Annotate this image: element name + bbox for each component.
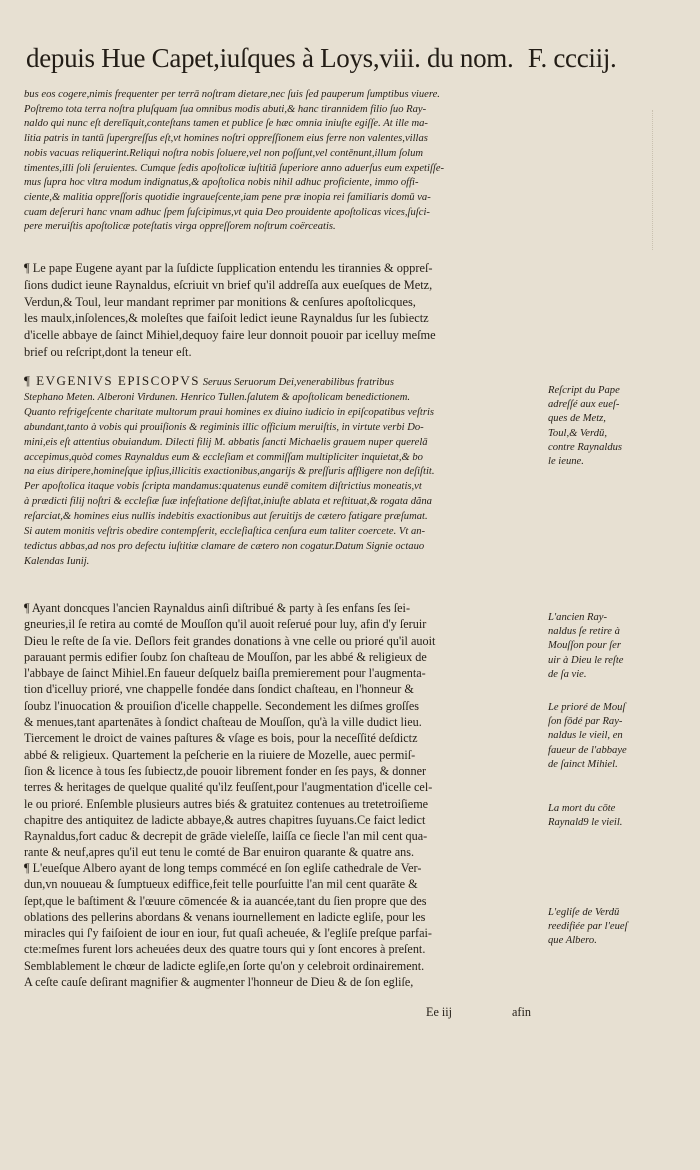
page-footer — [0, 1004, 700, 1022]
catchword: afin — [512, 1005, 531, 1019]
text-line: ¶ Ayant doncques l'ancien Raynaldus ainſi diſtribué & party à ſes enfans ſes ſei- — [24, 601, 410, 615]
text-line: ciente,& malitia oppreſſoris quotidie ingraueſcente,iam pene præ inopia rei familiaris domū va- — [24, 191, 431, 203]
margin-note-line: L'egliſe de Verdū — [548, 907, 620, 918]
text-line: d'icelle abbaye de ſainct Mihiel,dequoy faire leur donnoit pouoir par icelluy meſme — [24, 328, 436, 343]
text-line: parauant permis edifier ſoubz ſon chaſteau de Mouſſon, par les abbé & religieux de — [24, 649, 427, 664]
margin-note-line: Le prioré de Mouſ — [548, 702, 626, 713]
text-line: ſept,que le baſtiment & l'œuure cōmencée & ia auancée,tant du ſien propre que des — [24, 893, 427, 908]
text-line: ſion & licence à tous ſes ſubiectz,de pouoir librement fonder en ſes pays, & donner — [24, 763, 427, 778]
text-line: cte:meſmes furent lors acheuées deux des quatre tours qui y ſont encores à preſent. — [24, 942, 426, 957]
text-line: l'abbaye de ſainct Mihiel.En faueur deſquelz baiſla premierement pour l'augmenta- — [24, 666, 426, 681]
text-line: nobis vacuas reliquerint.Reliqui noſtra nobis ſoluere,vel non poſſunt,vel contēnunt,illum ſolum — [24, 147, 424, 159]
text-line: A ceſte cauſe deſirant magnifier & augmenter l'honneur de Dieu & de ſon egliſe, — [24, 975, 414, 990]
margin-note-line: La mort du cōte — [548, 803, 616, 814]
margin-note-line: adreſſé aux eueſ- — [548, 399, 620, 411]
text-line: litia patris in tantū ſupergreſſus eſt,vt homines noſtri oppreſſionem eius ferre non valentes,villas — [24, 133, 428, 145]
text-line: miracles qui ſ'y faiſoient de iour en iour, fut quaſi acheuée, & l'egliſe preſque parfai- — [24, 926, 432, 941]
text-line: terres & heritages de quelque qualité qu'ilz feuſſent,pour l'augmentation d'icelle cel- — [24, 780, 433, 795]
rescript-first-line — [24, 374, 542, 391]
margin-note-line: Reſcript du Pape — [548, 385, 620, 396]
text-line: ¶ Le pape Eugene ayant par la ſuſdicte ſupplication entendu les tirannies & oppreſ- — [24, 261, 433, 275]
text-line: Raynaldus,fort caduc & decrepit de grāde vieleſſe, laiſſa ce ſiecle l'an mil cent qua- — [24, 829, 428, 844]
text-line: ſions dudict ieune Raynaldus, eſcriuit vn brief qu'il addreſſa aux eueſques de Metz, — [24, 277, 433, 292]
text-line: abbé & religieux. Quartement la peſcherie en la riuiere de Mozelle, auec permiſ- — [24, 747, 416, 762]
margin-note-line: reedifiée par l'eueſ — [548, 921, 628, 933]
margin-note-line: Toul,& Verdū, — [548, 427, 607, 439]
text-line: ¶ L'eueſque Albero ayant de long temps commécé en ſon egliſe cathedrale de Ver- — [24, 861, 422, 875]
text-line: tedictus abbas,ad nos pro defectu iuſtitiæ clamare de cætero non cogatur.Datum Signie octauo — [24, 540, 425, 552]
text-line: Semblablement le chœur de ladicte egliſe,en ſorte qu'on y celebroit ordinairement. — [24, 958, 425, 973]
text-line: chapitre des antiquitez de ladicte abbaye,& autres chapitres ſuyuans.Ce faict ledict — [24, 812, 426, 827]
text-line: à prædicti filij noſtri & eccleſiæ ſuæ infeſtatione deſiſtat,iniuſte ablata et reſtituat,& rogata dãna — [24, 496, 432, 508]
text-line: na eius diripere,homineſque ipſius,illicitis exactionibus,angarijs & preſſuris affligere non deſiſtit. — [24, 466, 435, 478]
margin-note-line: ſon fōdé par Ray- — [548, 716, 623, 728]
text-line: Si autem monitis veſtris obedire contempſerit, eccleſiaſtica cenſura eum taliter coercete. Vt an- — [24, 526, 426, 538]
text-line: Poſtremo tota terra noſtra pluſquam ſua omnibus modis abuti,& hanc tirannidem filio ſuo Ray- — [24, 103, 427, 115]
text-line: pere meruiſtis apoſtolicæ poteſtatis virga oppreſſorem noſtrum coërceatis. — [24, 221, 336, 233]
text-line: dun,vn nouueau & ſumptueux ediffice,feit telle pourſuitte l'an mil cent quarāte & — [24, 877, 418, 892]
text-line: rante & neuf,apres qu'il eut tenu le comté de Bar enuiron quarante & quatre ans. — [24, 845, 415, 860]
margin-note-retirement — [548, 611, 676, 682]
text-line: Stephano Meten. Alberoni Virdunen. Henrico Tullen.ſalutem & apoſtolicam benedictionem. — [24, 391, 411, 403]
text-line: cuam deſeruri hanc vnam adhuc ſpem ſuſcipimus,vt quia Deo prouidente apoſtolicas vices,ſuſci- — [24, 206, 430, 218]
margin-note-church — [548, 906, 676, 949]
rescript-address: Seruus Seruorum Dei,venerabilibus fratribus — [202, 377, 394, 388]
text-line: tion d'icelluy prioré, vne chappelle fondée dans ſondict chaſteau, en l'honneur & — [24, 682, 414, 697]
text-line: mini,eis eſt attentius obuiandum. Dilecti filij M. abbatis ſancti Michaelis grauem nuper querelā — [24, 436, 428, 448]
folio-number: F. ccciij. — [527, 43, 617, 73]
margin-stain — [652, 110, 667, 250]
text-line: Dieu le reſte de ſa vie. Deſlors feit grandes donations à vne celle ou prioré qu'il auoit — [24, 633, 436, 648]
margin-note-rescript — [548, 384, 676, 469]
text-line: le ou prioré. Enſemble plusieurs autres biés & gratuitez contenues au tretetroiſieme — [24, 796, 429, 811]
margin-note-line: naldus le vieil, en — [548, 730, 623, 742]
margin-note-line: Mouſſon pour ſer — [548, 640, 621, 652]
margin-note-line: ques de Metz, — [548, 413, 606, 425]
text-line: abundant,tanto à vobis qui prouiſionis & regiminis illic officium meruiſtis, in virtute verbi Do- — [24, 421, 424, 433]
text-line: Quanto refrigeſcente charitate multorum praui homines ex diuino iudicio in epiſcopatibus veſtris — [24, 406, 435, 418]
running-title: depuis Hue Capet,iuſques à Loys,viii. du nom. — [26, 43, 514, 73]
text-line: brief ou reſcript,dont la teneur eſt. — [24, 344, 192, 359]
margin-note-line: L'ancien Ray- — [548, 612, 608, 623]
text-line: accepimus,quòd comes Raynaldus eum & eccleſiam et commiſſam multipliciter inquietat,& bo — [24, 451, 423, 463]
text-line: Tiercement le droict de vaines paſtures & vſage es bois, pour la neceſſité deſdictz — [24, 731, 418, 746]
margin-note-death — [548, 802, 676, 830]
margin-note-line: naldus ſe retire à — [548, 626, 620, 638]
french-paragraph-2 — [24, 600, 542, 861]
text-line: & menues,tant apartenātes à ſondict chaſteau de Mouſſon, qu'à la ville dudict lieu. — [24, 715, 422, 730]
text-line: Per apoſtolica itaque vobis ſcripta mandamus:quatenus eundē comitem diſtrictius moneatis,vt — [24, 481, 422, 493]
french-paragraph-1 — [24, 260, 542, 361]
papal-rescript — [24, 374, 542, 570]
margin-note-line: de ſa vie. — [548, 668, 587, 680]
text-line: les maulx,inſolences,& moleſtes que faiſoit ledict ieune Raynaldus ſur les ſubiectz — [24, 311, 429, 326]
margin-note-priory — [548, 701, 676, 772]
text-line: mus ſupra hoc vltra modum indignatus,& apoſtolica nobis nihil adhuc proficiente, immo offi- — [24, 177, 419, 189]
margin-note-line: que Albero. — [548, 935, 597, 947]
french-paragraph-3 — [24, 860, 542, 990]
latin-passage-1 — [24, 88, 542, 235]
text-line: Verdun,& Toul, leur mandant reprimer par monitions & cenſures apoſtolicques, — [24, 294, 416, 309]
text-line: gneuries,il ſe retira au comté de Mouſſon qu'il auoit reſerué pour luy, afin d'y ſeruir — [24, 617, 427, 632]
signature-mark: Ee iij — [426, 1005, 453, 1019]
margin-note-line: contre Raynaldus — [548, 441, 623, 453]
text-line: bus eos cogere,nimis frequenter per terrā noſtram dietare,nec ſuis ſed pauperum ſumptibus viuere. — [24, 89, 440, 100]
margin-note-line: Raynald9 le vieil. — [548, 817, 623, 829]
margin-note-line: uir à Dieu le reſte — [548, 654, 624, 666]
text-line: naldo qui nunc eſt derelīquit,conteſtans tamen et publice ſe hæc omnia iniuſte egiſſe. At ille ma- — [24, 118, 428, 130]
margin-note-line: de ſainct Mihiel. — [548, 758, 618, 770]
rescript-opening: ¶ EVGENIVS EPISCOPVS — [24, 374, 201, 388]
text-line: oblations des pellerins abordans & venans iournellement en ladicte egliſe, pour les — [24, 909, 426, 924]
running-header — [26, 42, 676, 74]
text-line: ſoubz l'inuocation & prouiſion d'icelle chappelle. Secondement les diſmes groſſes — [24, 698, 419, 713]
text-line: timentes,illi ſoli ſeruientes. Cumque ſedis apoſtolicæ iuſtitiā ſuperiore anno aduerſus eum expetiſſe- — [24, 162, 445, 174]
margin-note-line: le ieune. — [548, 456, 584, 468]
margin-note-line: faueur de l'abbaye — [548, 744, 627, 756]
text-line: reſarciat,& homines eius nullis indebitis exactionibus aut ſeruitijs de cætero fatigare præſumat. — [24, 511, 428, 523]
text-line: Kalendas Iunij. — [24, 555, 90, 567]
